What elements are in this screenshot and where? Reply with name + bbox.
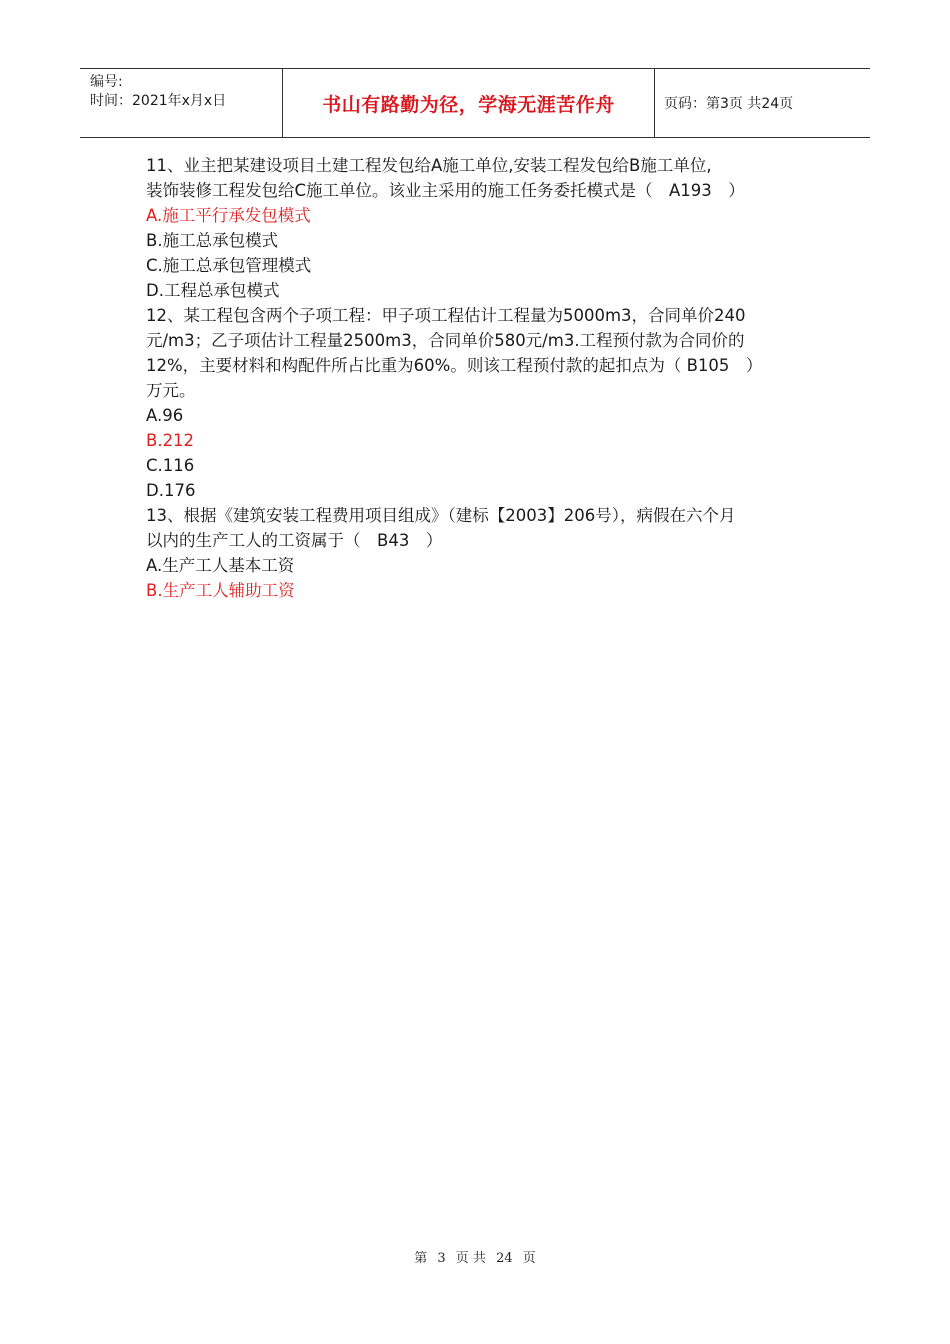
header-page-info: 页码：第3页 共24页 — [664, 96, 794, 112]
question-stem-line: 元/m3；乙子项估计工程量2500m3，合同单价580元/m3.工程预付款为合同价的 — [146, 331, 745, 350]
question-stem-line: 12、某工程包含两个子项工程：甲子项工程估计工程量为5000m3，合同单价240 — [146, 306, 746, 325]
question-block — [146, 503, 826, 603]
question-stem-line: 万元。 — [146, 381, 196, 400]
answer-option: B.212 — [146, 431, 195, 450]
question-stem-line: 以内的生产工人的工资属于（ B43 ） — [146, 531, 443, 550]
document-date-label: 时间：2021年x月x日 — [90, 93, 227, 109]
question-stem-line: 11、业主把某建设项目土建工程发包给A施工单位,安装工程发包给B施工单位, — [146, 156, 712, 175]
page-header — [80, 68, 870, 138]
page-footer — [0, 1247, 950, 1266]
answer-option: D.工程总承包模式 — [146, 281, 280, 300]
question-content — [146, 153, 826, 603]
question-block — [146, 153, 826, 303]
answer-option: A.施工平行承发包模式 — [146, 206, 311, 225]
footer-suffix: 页 — [522, 1251, 536, 1266]
answer-option: C.施工总承包管理模式 — [146, 256, 312, 275]
document-number-label: 编号: — [90, 74, 123, 90]
header-motto: 书山有路勤为径，学海无涯苦作舟 — [282, 69, 655, 137]
answer-option: C.116 — [146, 456, 195, 475]
question-stem-line: 13、根据《建筑安装工程费用项目组成》（建标【2003】206号），病假在六个月 — [146, 506, 736, 525]
question-block — [146, 303, 826, 503]
footer-current-page: 3 — [437, 1251, 446, 1266]
question-stem-line: 12%，主要材料和构配件所占比重为60%。则该工程预付款的起扣点为（ B105 ） — [146, 356, 763, 375]
footer-prefix: 第 — [414, 1251, 428, 1266]
question-stem-line: 装饰装修工程发包给C施工单位。该业主采用的施工任务委托模式是（ A193 ） — [146, 181, 745, 200]
answer-option: D.176 — [146, 481, 196, 500]
footer-middle: 页 共 — [455, 1251, 486, 1266]
footer-total-pages: 24 — [496, 1251, 513, 1266]
header-left-cell — [80, 69, 282, 137]
answer-option: B.施工总承包模式 — [146, 231, 279, 250]
answer-option: A.生产工人基本工资 — [146, 556, 295, 575]
answer-option: B.生产工人辅助工资 — [146, 581, 295, 600]
answer-option: A.96 — [146, 406, 184, 425]
